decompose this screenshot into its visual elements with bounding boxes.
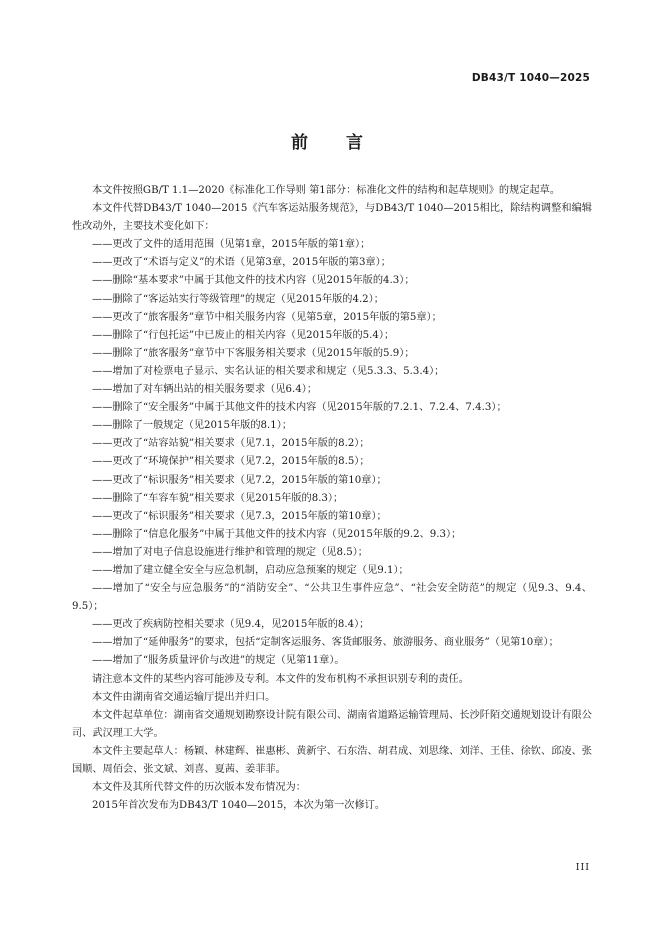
list-item: ——增加了对车辆出站的相关服务要求（见6.4）； (92, 384, 318, 396)
list-item: ——更改了“环境保护”相关要求（见7.2，2015年版的8.5）； (92, 456, 370, 468)
list-item: ——删除了“车容车貌”相关要求（见2015年版的8.3）； (92, 492, 344, 504)
page-number: III (575, 862, 590, 873)
list-item: ——增加了“延伸服务”的要求，包括“定制客运服务、客货邮服务、旅游服务、商业服务”（见第10章）； (92, 637, 559, 649)
list-item: ——更改了“旅客服务”章节中相关服务内容（见第5章，2015年版的第5章）； (92, 311, 442, 323)
foreword-body (72, 182, 592, 815)
list-item: ——删除了“旅客服务”章节中下客服务相关要求（见2015年版的5.9）； (92, 347, 415, 359)
list-item: ——删除“基本要求”中属于其他文件的技术内容（见2015年版的4.3）； (92, 275, 415, 287)
paragraph: 本文件代替DB43/T 1040—2015《汽车客运站服务规范》，与DB43/T 1040—2015相比，除结构调整和编辑性改动外，主要技术变化如下： (72, 203, 592, 233)
list-item: ——更改了“站容站貌”相关要求（见7.1，2015年版的8.2）； (92, 438, 370, 450)
list-item: ——更改了“标识服务”相关要求（见7.3，2015年版的第10章）； (92, 510, 387, 522)
list-item: ——增加了“服务质量评价与改进”的规定（见第11章）。 (92, 655, 345, 667)
list-item: ——更改了文件的适用范围（见第1章，2015年版的第1章）； (92, 239, 371, 251)
paragraph: 本文件由湖南省交通运输厅提出并归口。 (92, 691, 276, 703)
page-title: 前 言 (291, 133, 379, 153)
list-item: ——增加了建立健全安全与应急机制，启动应急预案的规定（见9.1）； (92, 564, 409, 576)
list-item: ——删除了一般规定（见2015年版的8.1）； (92, 420, 293, 432)
list-item: ——删除了“行包托运”中已废止的相关内容（见2015年版的5.4）； (92, 329, 395, 341)
paragraph: 本文件及其所代替文件的历次版本发布情况为： (92, 782, 306, 794)
list-item: ——更改了疾病防控相关要求（见9.4，见2015年版的8.4）； (92, 619, 370, 631)
list-item: ——更改了“标识服务”相关要求（见7.2，2015年版的第10章）； (92, 474, 387, 486)
paragraph: 本文件主要起草人：杨颖、林建辉、崔惠彬、黄新宇、石东浩、胡君成、刘思缘、刘洋、王佳、徐钦、邱凌、张国顺、周佰会、张文斌、刘喜、夏茜、姜菲菲。 (72, 745, 592, 775)
list-item: ——增加了“安全与应急服务”的“消防安全”、“公共卫生事件应急”、“社会安全防范”的规定（见9.3、9.4、9.5）； (72, 583, 592, 613)
paragraph: 本文件起草单位：湖南省交通规划勘察设计院有限公司、湖南省道路运输管理局、长沙阡陌交通规划设计有限公司、武汉理工大学。 (72, 709, 592, 739)
list-item: ——删除了“安全服务”中属于其他文件的技术内容（见2015年版的7.2.1、7.2.4、7.4.3）； (92, 402, 507, 414)
list-item: ——删除了“信息化服务”中属于其他文件的技术内容（见2015年版的9.2、9.3）； (92, 528, 462, 540)
document-code: DB43/T 1040—2025 (471, 72, 590, 84)
paragraph: 请注意本文件的某些内容可能涉及专利。本文件的发布机构不承担识别专利的责任。 (92, 673, 469, 685)
paragraph: 本文件按照GB/T 1.1—2020《标准化工作导则 第1部分：标准化文件的结构和起草规则》的规定起草。 (92, 185, 561, 196)
list-item: ——增加了对电子信息设施进行维护和管理的规定（见8.5）； (92, 546, 368, 558)
list-item: ——更改了“术语与定义”的术语（见第3章，2015年版的第3章）； (92, 257, 391, 269)
list-item: ——增加了对检票电子显示、实名认证的相关要求和规定（见5.3.3、5.3.4）； (92, 365, 445, 377)
paragraph: 2015年首次发布为DB43/T 1040—2015，本次为第一次修订。 (92, 800, 386, 812)
list-item: ——删除了“客运站实行等级管理”的规定（见2015年版的4.2）； (92, 293, 384, 305)
